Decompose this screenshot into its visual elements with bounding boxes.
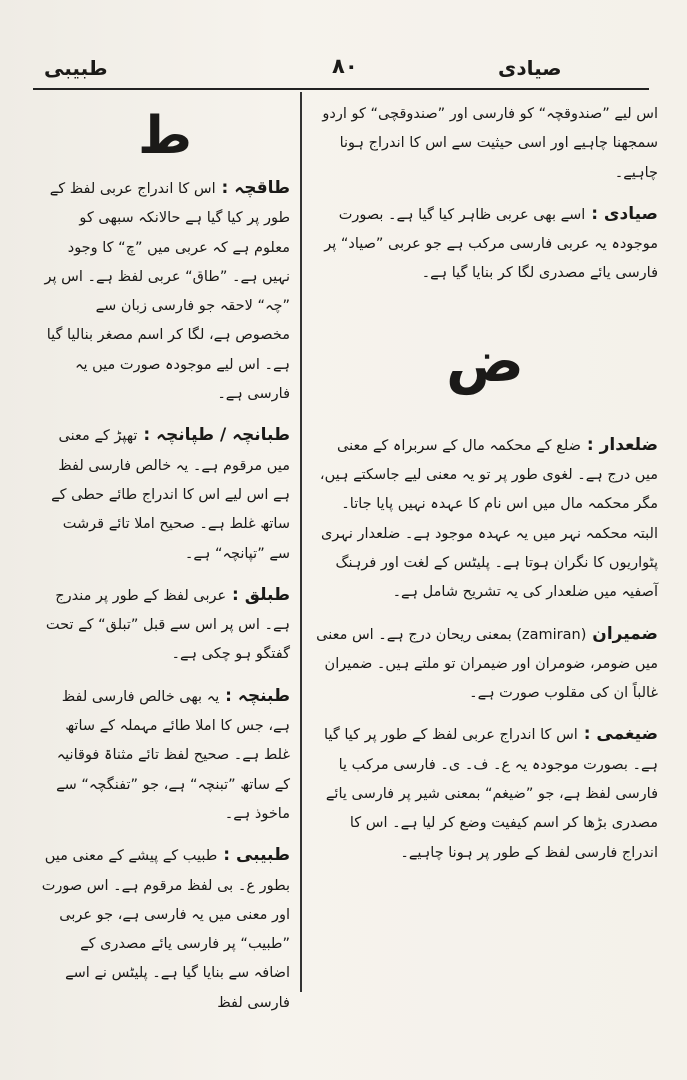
- entry-taqcha: [40, 174, 290, 409]
- column-divider: [300, 92, 302, 992]
- running-header: [36, 52, 647, 88]
- header-rule: [33, 88, 649, 90]
- entry-text: اسے بھی عربی ظاہر کیا گیا ہے۔ بصورت موجودہ یہ عربی فارسی مرکب ہے جو عربی ”صیاد“ پر فارسی یائے مصدری لگا کر بنایا گیا ہے۔: [324, 206, 658, 282]
- entry-text: درج ہے۔ اس معنی میں ضومر، ضومران اور ضیمران تو ملتے ہیں۔ ضمیران غالباً ان کی مقلوب صورت ہے۔: [316, 626, 658, 702]
- entry-tabancha-2: [40, 682, 290, 829]
- entry-text: یہ بھی خالص فارسی لفظ ہے، جس کا املا طائے مہملہ کے ساتھ غلط ہے۔ صحیح لفظ تائے مثناۃ فوقانیہ کے ساتھ ”تبنچہ“ ہے، جو ”تفنگچہ“ سے ماخوذ ہے۔: [56, 688, 290, 822]
- right-column: [312, 100, 658, 880]
- continued-text: اس لیے ”صندوقچہ“ کو فارسی اور ”صندوقچی“ کو اردو سمجھنا چاہیے اور اسی حیثیت سے اس کا اندراج ہونا چاہیے۔: [322, 106, 658, 181]
- entry-text: عربی لفظ کے طور پر مندرج ہے۔ اس پر اس سے قبل ”تبلق“ کے تحت گفتگو ہو چکی ہے۔: [45, 587, 290, 663]
- entry-tabancha: [40, 421, 290, 568]
- entry-text: طبیب کے پیشے کے معنی میں بطور ع۔ بی لفظ مرقوم ہے۔ اس صورت اور معنی میں یہ فارسی ہے، جو عربی ”طبیب“ پر فارسی یائے مصدری کے اضافہ سے بنایا گیا ہے۔ پلیٹس نے اسے فارسی لفظ: [41, 848, 290, 1011]
- page-number: ۸۰: [332, 54, 358, 78]
- header-left-word: طبیبی: [44, 56, 108, 80]
- entry-tabibi: [40, 841, 290, 1018]
- section-letter-zad: ض: [445, 326, 525, 395]
- entry-headword: طبنچہ :: [219, 685, 290, 706]
- entry-gloss: (zamiran) بمعنی ریحان: [431, 626, 587, 643]
- entry-sayyadi: [312, 200, 658, 289]
- entry-text: تھپڑ کے معنی میں مرقوم ہے۔ یہ خالص فارسی لفظ ہے اس لیے اس کا اندراج طائے حطی کے ساتھ غلط ہے۔ صحیح املا تائے قرشت سے ”تپانچہ“ ہے۔: [51, 428, 290, 562]
- header-right-word: صیادی: [498, 56, 562, 80]
- entry-headword: ضلعدار :: [580, 434, 658, 455]
- entry-text: ضلع کے محکمہ مال کے سربراہ کے معنی میں درج ہے۔ لغوی طور پر تو یہ معنی لیے جاسکتے ہیں، مگر محکمہ مال میں اس نام کا عہدہ نہیں پایا جاتا۔ البتہ محکمہ نہر میں یہ عہدہ موجود ہے۔ ضلعدار نہری پٹواریوں کا نگران ہوتا ہے۔ پلیٹس کے لغت اور فرہنگ آصفیہ میں ضلعدار کی یہ تشریح شامل ہے۔: [319, 437, 658, 601]
- entry-headword: طبانچہ / طپانچہ :: [137, 425, 290, 446]
- left-column: [40, 100, 290, 1030]
- entry-headword: ضمیران: [586, 623, 658, 644]
- entry-text: اس کا اندراج عربی لفظ کے طور پر کیا گیا ہے حالانکہ سبھی کو معلوم ہے کہ عربی میں ”چ“ کا وجود نہیں ہے۔ ”طاق“ عربی لفظ ہے۔ اس پر ”چہ“ لاحقہ جو فارسی زبان سے مخصوص ہے، لگا کر اسم مصغر بنالیا گیا ہے۔ اس لیے موجودہ صورت میں یہ فارسی ہے۔: [44, 181, 290, 403]
- continued-paragraph: [312, 100, 658, 188]
- entry-headword: طبلق :: [226, 584, 290, 605]
- entry-zilaadar: [312, 431, 658, 608]
- entry-zaighami: [312, 720, 658, 867]
- entry-headword: ضیغمی :: [577, 724, 658, 745]
- section-letter-toe: ط: [137, 106, 192, 166]
- entry-headword: طبیبی :: [217, 845, 290, 866]
- entry-tabalaq: [40, 581, 290, 670]
- entry-headword: طاقچہ :: [215, 178, 290, 198]
- entry-text: اس کا اندراج عربی لفظ کے طور پر کیا گیا ہے۔ بصورت موجودہ یہ ع۔ ف۔ ی۔ فارسی مرکب یا فارسی لفظ ہے، جو ”ضیغم“ بمعنی شیر پر فارسی یائے مصدری بڑھا کر اسم کیفیت وضع کر لیا ہے۔ اس کا اندراج فارسی لفظ کے طور پر ہونا چاہیے۔: [324, 727, 658, 861]
- entry-zamiran: [312, 620, 658, 709]
- entry-headword: صیادی :: [585, 203, 658, 224]
